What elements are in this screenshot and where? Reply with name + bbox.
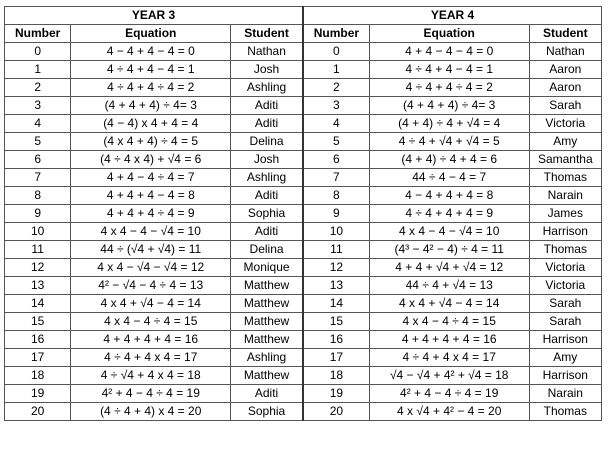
table-row <box>5 313 602 331</box>
year4-student-cell: James <box>529 205 601 223</box>
year4-equation-cell: 4 ÷ 4 + 4 x 4 = 17 <box>369 349 529 367</box>
year3-student-cell: Aditi <box>231 115 303 133</box>
number-cell: 8 <box>303 187 369 205</box>
year4-equation-cell: 4 − 4 + 4 + 4 = 8 <box>369 187 529 205</box>
year4-equation-cell: 4 x 4 − 4 − √4 = 10 <box>369 223 529 241</box>
year4-student-cell: Aaron <box>529 79 601 97</box>
year4-student-cell: Narain <box>529 385 601 403</box>
year3-student-cell: Josh <box>231 151 303 169</box>
equations-table <box>4 6 602 421</box>
year3-equation-cell: 4 x 4 − √4 − √4 = 12 <box>71 259 231 277</box>
number-cell: 0 <box>5 43 71 61</box>
year4-equation-cell: 4 ÷ 4 + 4 ÷ 4 = 2 <box>369 79 529 97</box>
number-cell: 12 <box>303 259 369 277</box>
year3-equation-cell: 4 x 4 + √4 − 4 = 14 <box>71 295 231 313</box>
year3-heading: YEAR 3 <box>5 7 303 25</box>
table-row <box>5 403 602 421</box>
year4-student-cell: Victoria <box>529 277 601 295</box>
table-row <box>5 151 602 169</box>
year3-student-cell: Delina <box>231 133 303 151</box>
table-row <box>5 187 602 205</box>
year3-equation-cell: 4 + 4 + 4 − 4 = 8 <box>71 187 231 205</box>
year4-heading: YEAR 4 <box>303 7 602 25</box>
table-row <box>5 79 602 97</box>
year3-equation-cell: (4 − 4) x 4 + 4 = 4 <box>71 115 231 133</box>
number-cell: 15 <box>303 313 369 331</box>
year4-equation-cell: √4 − √4 + 4² + √4 = 18 <box>369 367 529 385</box>
year4-equation-cell: (4³ − 4² − 4) ÷ 4 = 11 <box>369 241 529 259</box>
number-cell: 13 <box>303 277 369 295</box>
number-cell: 19 <box>303 385 369 403</box>
year4-student-cell: Victoria <box>529 115 601 133</box>
number-cell: 3 <box>5 97 71 115</box>
year4-equation-cell: 4 ÷ 4 + 4 + 4 = 9 <box>369 205 529 223</box>
table-row <box>5 385 602 403</box>
table-row <box>5 61 602 79</box>
number-cell: 6 <box>303 151 369 169</box>
year3-equation-cell: 4 ÷ √4 + 4 x 4 = 18 <box>71 367 231 385</box>
number-cell: 17 <box>303 349 369 367</box>
number-cell: 7 <box>5 169 71 187</box>
number-cell: 6 <box>5 151 71 169</box>
year4-equation-cell: (4 + 4 + 4) ÷ 4= 3 <box>369 97 529 115</box>
year3-student-cell: Ashling <box>231 79 303 97</box>
year4-student-cell: Amy <box>529 349 601 367</box>
year4-student-cell: Harrison <box>529 223 601 241</box>
year3-equation-header: Equation <box>71 25 231 43</box>
number-cell: 15 <box>5 313 71 331</box>
number-cell: 17 <box>5 349 71 367</box>
year4-equation-cell: 4 + 4 − 4 − 4 = 0 <box>369 43 529 61</box>
number-cell: 3 <box>303 97 369 115</box>
number-cell: 16 <box>303 331 369 349</box>
year4-student-cell: Sarah <box>529 97 601 115</box>
year4-equation-cell: 4 + 4 + 4 + 4 = 16 <box>369 331 529 349</box>
year3-student-cell: Ashling <box>231 349 303 367</box>
year3-equation-cell: 4 ÷ 4 + 4 − 4 = 1 <box>71 61 231 79</box>
number-cell: 20 <box>5 403 71 421</box>
year4-equation-cell: 4² + 4 − 4 ÷ 4 = 19 <box>369 385 529 403</box>
number-cell: 1 <box>303 61 369 79</box>
year3-student-cell: Aditi <box>231 97 303 115</box>
year4-number-header: Number <box>303 25 369 43</box>
year4-student-cell: Harrison <box>529 331 601 349</box>
year3-equation-cell: 4 − 4 + 4 − 4 = 0 <box>71 43 231 61</box>
year3-equation-cell: (4 x 4 + 4) ÷ 4 = 5 <box>71 133 231 151</box>
table-row <box>5 43 602 61</box>
number-cell: 14 <box>303 295 369 313</box>
year3-equation-cell: 44 ÷ (√4 + √4) = 11 <box>71 241 231 259</box>
year4-student-cell: Nathan <box>529 43 601 61</box>
table-row <box>5 259 602 277</box>
year3-student-cell: Matthew <box>231 277 303 295</box>
year4-equation-cell: 4 x 4 + √4 − 4 = 14 <box>369 295 529 313</box>
year3-student-cell: Sophia <box>231 403 303 421</box>
number-cell: 4 <box>5 115 71 133</box>
year4-equation-cell: 4 + 4 + √4 + √4 = 12 <box>369 259 529 277</box>
year3-equation-cell: (4 + 4 + 4) ÷ 4= 3 <box>71 97 231 115</box>
year4-student-cell: Narain <box>529 187 601 205</box>
year3-equation-cell: (4 ÷ 4 x 4) + √4 = 6 <box>71 151 231 169</box>
number-cell: 20 <box>303 403 369 421</box>
table-row <box>5 241 602 259</box>
year3-equation-cell: 4² + 4 − 4 ÷ 4 = 19 <box>71 385 231 403</box>
year3-equation-cell: 4 x 4 − 4 ÷ 4 = 15 <box>71 313 231 331</box>
year4-equation-cell: 44 ÷ 4 − 4 = 7 <box>369 169 529 187</box>
year3-student-cell: Matthew <box>231 331 303 349</box>
year4-student-cell: Sarah <box>529 313 601 331</box>
year4-student-cell: Samantha <box>529 151 601 169</box>
year3-student-cell: Aditi <box>231 187 303 205</box>
year3-equation-cell: (4 ÷ 4 + 4) x 4 = 20 <box>71 403 231 421</box>
year4-equation-cell: 44 ÷ 4 + √4 = 13 <box>369 277 529 295</box>
year3-student-cell: Josh <box>231 61 303 79</box>
year-header-row <box>5 7 602 25</box>
year4-equation-cell: (4 + 4) ÷ 4 + 4 = 6 <box>369 151 529 169</box>
number-cell: 10 <box>5 223 71 241</box>
year3-equation-cell: 4 ÷ 4 + 4 ÷ 4 = 2 <box>71 79 231 97</box>
year3-student-cell: Nathan <box>231 43 303 61</box>
column-header-row <box>5 25 602 43</box>
year3-student-cell: Sophia <box>231 205 303 223</box>
year3-student-cell: Matthew <box>231 367 303 385</box>
year4-equation-cell: 4 ÷ 4 + 4 − 4 = 1 <box>369 61 529 79</box>
year3-student-cell: Delina <box>231 241 303 259</box>
number-cell: 12 <box>5 259 71 277</box>
year3-student-cell: Ashling <box>231 169 303 187</box>
number-cell: 9 <box>5 205 71 223</box>
year3-equation-cell: 4 ÷ 4 + 4 x 4 = 17 <box>71 349 231 367</box>
year3-equation-cell: 4 + 4 + 4 ÷ 4 = 9 <box>71 205 231 223</box>
year3-equation-cell: 4 x 4 − 4 − √4 = 10 <box>71 223 231 241</box>
year3-student-cell: Aditi <box>231 223 303 241</box>
number-cell: 18 <box>5 367 71 385</box>
number-cell: 8 <box>5 187 71 205</box>
year4-student-cell: Sarah <box>529 295 601 313</box>
number-cell: 18 <box>303 367 369 385</box>
table-row <box>5 367 602 385</box>
number-cell: 1 <box>5 61 71 79</box>
number-cell: 10 <box>303 223 369 241</box>
number-cell: 2 <box>5 79 71 97</box>
year3-student-header: Student <box>231 25 303 43</box>
table-row <box>5 295 602 313</box>
year4-student-cell: Victoria <box>529 259 601 277</box>
number-cell: 7 <box>303 169 369 187</box>
number-cell: 4 <box>303 115 369 133</box>
year4-equation-cell: 4 ÷ 4 + √4 + √4 = 5 <box>369 133 529 151</box>
year4-equation-cell: (4 + 4) ÷ 4 + √4 = 4 <box>369 115 529 133</box>
number-cell: 9 <box>303 205 369 223</box>
year3-equation-cell: 4 + 4 + 4 + 4 = 16 <box>71 331 231 349</box>
table-row <box>5 223 602 241</box>
year3-student-cell: Aditi <box>231 385 303 403</box>
table-row <box>5 115 602 133</box>
number-cell: 14 <box>5 295 71 313</box>
year4-student-cell: Thomas <box>529 241 601 259</box>
year4-student-cell: Amy <box>529 133 601 151</box>
year4-student-cell: Thomas <box>529 169 601 187</box>
table-body <box>5 43 602 421</box>
year3-student-cell: Matthew <box>231 295 303 313</box>
table-row <box>5 169 602 187</box>
year4-student-header: Student <box>529 25 601 43</box>
year4-student-cell: Harrison <box>529 367 601 385</box>
table-row <box>5 331 602 349</box>
number-cell: 11 <box>303 241 369 259</box>
table-row <box>5 133 602 151</box>
number-cell: 16 <box>5 331 71 349</box>
number-cell: 2 <box>303 79 369 97</box>
number-cell: 13 <box>5 277 71 295</box>
year3-equation-cell: 4² − √4 − 4 ÷ 4 = 13 <box>71 277 231 295</box>
year4-equation-cell: 4 x √4 + 4² − 4 = 20 <box>369 403 529 421</box>
year4-equation-header: Equation <box>369 25 529 43</box>
year3-equation-cell: 4 + 4 − 4 ÷ 4 = 7 <box>71 169 231 187</box>
number-cell: 11 <box>5 241 71 259</box>
year4-student-cell: Thomas <box>529 403 601 421</box>
table-row <box>5 277 602 295</box>
year4-equation-cell: 4 x 4 − 4 ÷ 4 = 15 <box>369 313 529 331</box>
number-cell: 19 <box>5 385 71 403</box>
year3-student-cell: Monique <box>231 259 303 277</box>
table-row <box>5 97 602 115</box>
table-row <box>5 205 602 223</box>
year4-student-cell: Aaron <box>529 61 601 79</box>
table-row <box>5 349 602 367</box>
number-cell: 5 <box>303 133 369 151</box>
number-cell: 0 <box>303 43 369 61</box>
number-cell: 5 <box>5 133 71 151</box>
year3-student-cell: Matthew <box>231 313 303 331</box>
year3-number-header: Number <box>5 25 71 43</box>
